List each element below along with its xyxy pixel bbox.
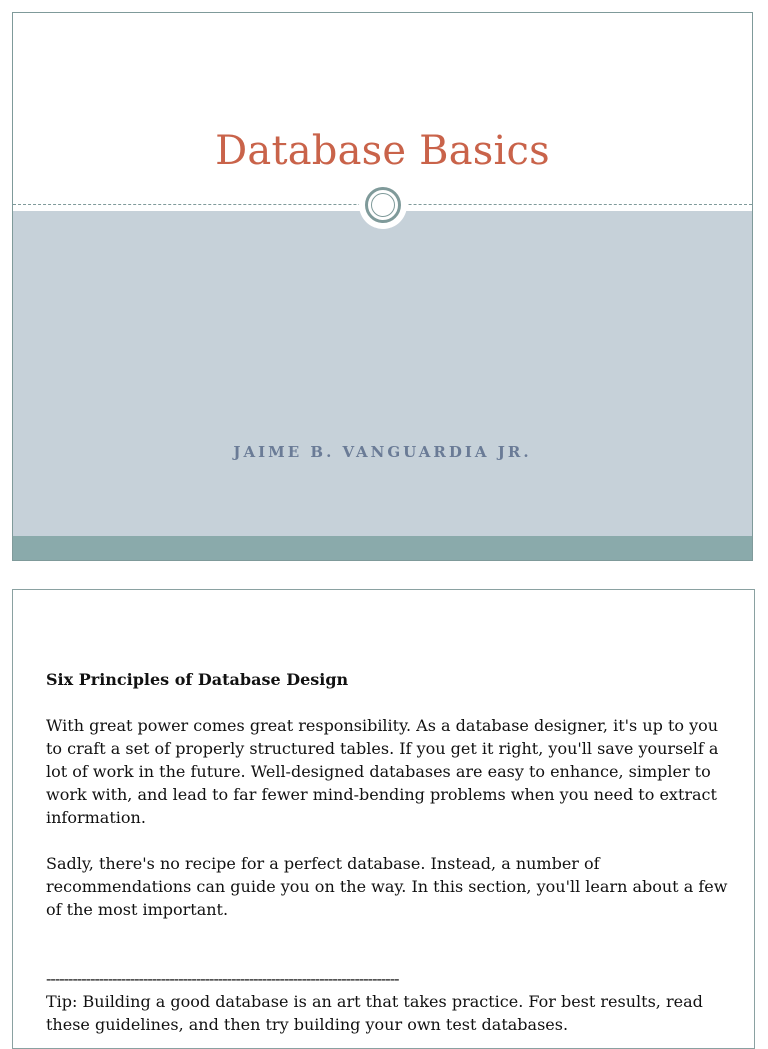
paragraph-1: With great power comes great responsibility. As a database designer, it's up to you to craft a set of properly structured tables. If you get it right, you'll save yourself a lot of work in the future. Well-designed databases are easy to enhance, simpler to work with, and lead to far fewer mind-bending problems when you need to extract information.: [46, 716, 719, 827]
content-slide: [12, 589, 755, 1049]
subtitle-band: [13, 211, 752, 536]
document-body: [46, 668, 736, 1036]
slide-title: Database Basics: [215, 128, 550, 174]
footer-bar: [13, 536, 752, 561]
tip-text: Tip: Building a good database is an art that takes practice. For best results, read these guidelines, and then try building your own test databases.: [46, 992, 703, 1034]
title-slide: [12, 12, 753, 561]
ring-inner: [365, 187, 401, 223]
circle-ornament-icon: [359, 181, 407, 229]
separator-line: --------------------------------------------------------------------------------: [46, 969, 399, 988]
paragraph-2: Sadly, there's no recipe for a perfect database. Instead, a number of recommendations can guide you on the way. In this section, you'll learn about a few of the most important.: [46, 854, 728, 919]
section-heading: Six Principles of Database Design: [46, 670, 349, 689]
author-name: JAIME B. VANGUARDIA JR.: [233, 443, 532, 461]
ring-core: [371, 193, 395, 217]
